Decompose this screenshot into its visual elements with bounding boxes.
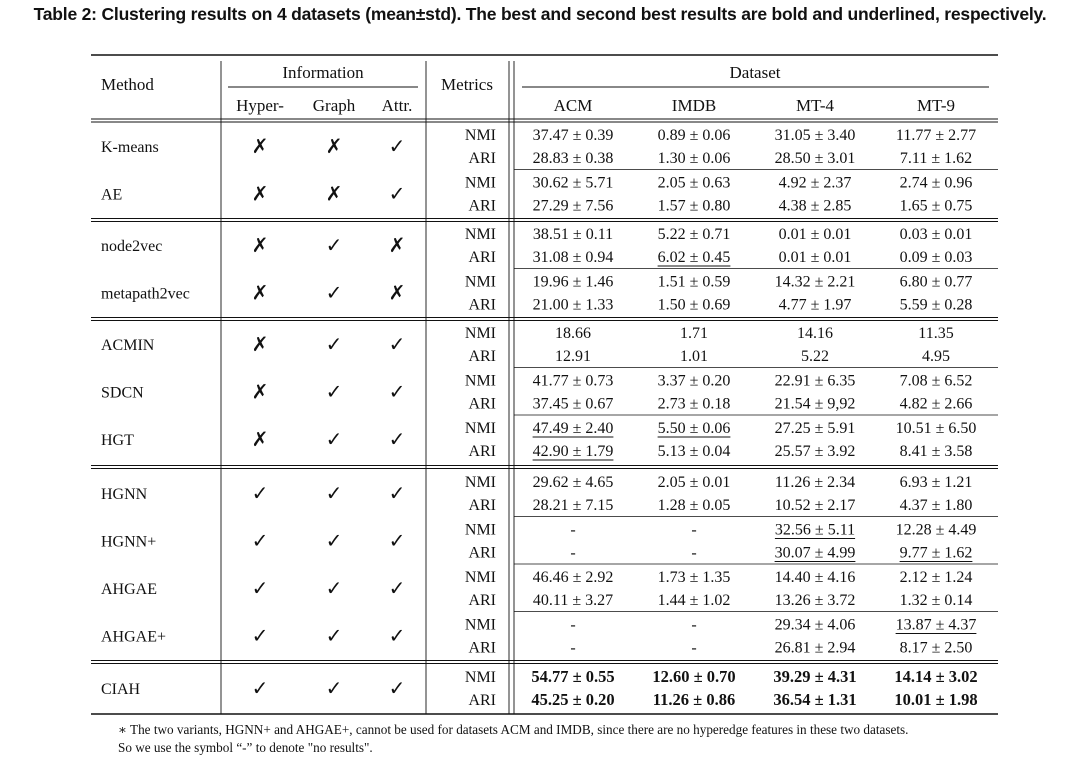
ari-value: 1.57 ± 0.80 <box>657 197 731 215</box>
check-icon: ✓ <box>325 429 343 451</box>
ari-value: 1.32 ± 0.14 <box>899 592 973 609</box>
nmi-value: 6.93 ± 1.21 <box>899 474 973 491</box>
header-dataset: Dataset <box>729 63 781 82</box>
ari-value: 28.50 ± 3.01 <box>774 150 856 167</box>
ari-value: - <box>691 639 697 657</box>
check-icon: ✓ <box>388 530 406 553</box>
method-name: ACMIN <box>101 337 155 354</box>
nmi-value: 11.26 ± 2.34 <box>774 474 856 491</box>
check-icon: ✓ <box>388 136 406 158</box>
cross-icon: ✗ <box>325 136 343 158</box>
ari-value: 40.11 ± 3.27 <box>532 592 614 609</box>
ari-value: 45.25 ± 0.20 <box>531 690 615 709</box>
metric-label: ARI <box>468 592 496 609</box>
nmi-value: 31.05 ± 3.40 <box>774 127 856 144</box>
nmi-value: 1.73 ± 1.35 <box>657 569 731 586</box>
metric-label: NMI <box>464 616 496 634</box>
ari-value: 4.38 ± 2.85 <box>778 197 852 215</box>
metric-label: NMI <box>464 325 496 342</box>
metric-label: NMI <box>464 521 496 539</box>
metric-label: NMI <box>464 420 496 437</box>
nmi-value: 38.51 ± 0.11 <box>532 226 614 243</box>
nmi-value: 54.77 ± 0.55 <box>531 667 615 686</box>
nmi-value: - <box>570 616 576 634</box>
ari-value: 5.13 ± 0.04 <box>657 443 731 460</box>
nmi-value: 2.74 ± 0.96 <box>899 174 973 192</box>
table-caption: Table 2: Clustering results on 4 datasets (mean±std). The best and second best results are bold and underlined, respectively. <box>33 4 1047 24</box>
metric-label: ARI <box>468 395 496 413</box>
ari-value: 25.57 ± 3.92 <box>774 443 856 460</box>
nmi-value: 18.66 <box>555 325 591 342</box>
nmi-value: - <box>570 521 576 539</box>
ari-value: - <box>570 544 576 562</box>
nmi-value: 3.37 ± 0.20 <box>657 372 731 390</box>
check-icon: ✓ <box>388 578 406 600</box>
ari-value: 1.44 ± 1.02 <box>657 592 731 609</box>
check-icon: ✓ <box>388 429 406 451</box>
nmi-value: 32.56 ± 5.11 <box>774 521 856 539</box>
method-name: K-means <box>101 139 159 156</box>
nmi-value: 46.46 ± 2.92 <box>532 569 614 586</box>
ari-value: - <box>691 544 697 562</box>
check-icon: ✓ <box>325 578 343 600</box>
check-icon: ✓ <box>388 483 406 505</box>
nmi-value: 27.25 ± 5.91 <box>774 420 856 437</box>
ari-value: 11.26 ± 0.86 <box>652 690 736 709</box>
cross-icon: ✗ <box>251 235 269 257</box>
nmi-value: 10.51 ± 6.50 <box>895 420 977 437</box>
nmi-value: 11.77 ± 2.77 <box>895 127 977 144</box>
check-icon: ✓ <box>388 381 406 404</box>
ari-value: 28.83 ± 0.38 <box>532 150 614 167</box>
ari-value: 36.54 ± 1.31 <box>773 690 857 709</box>
metric-label: NMI <box>464 226 496 243</box>
cross-icon: ✗ <box>251 429 269 451</box>
check-icon: ✓ <box>251 483 269 505</box>
nmi-value: 2.05 ± 0.63 <box>657 174 731 192</box>
ari-value: 4.82 ± 2.66 <box>899 395 973 413</box>
ari-value: 1.50 ± 0.69 <box>657 296 731 314</box>
ari-value: 27.29 ± 7.56 <box>532 197 614 215</box>
ari-value: - <box>570 639 576 657</box>
nmi-value: 0.03 ± 0.01 <box>899 226 973 243</box>
nmi-value: 39.29 ± 4.31 <box>773 667 857 686</box>
metric-label: NMI <box>464 273 496 291</box>
method-name: HGNN <box>101 486 148 503</box>
metric-label: ARI <box>468 296 496 314</box>
nmi-value: 47.49 ± 2.40 <box>532 420 614 437</box>
metric-label: ARI <box>468 497 496 514</box>
ari-value: 26.81 ± 2.94 <box>774 639 856 657</box>
method-name: SDCN <box>101 384 144 402</box>
metric-label: ARI <box>468 692 496 709</box>
metric-label: ARI <box>468 544 496 562</box>
table-footnote <box>118 721 908 757</box>
ari-value: 31.08 ± 0.94 <box>532 249 614 266</box>
metric-label: NMI <box>464 174 496 192</box>
ari-value: 6.02 ± 0.45 <box>657 249 731 266</box>
metric-label: NMI <box>464 669 496 686</box>
header-information: Information <box>282 63 364 82</box>
ari-value: 0.09 ± 0.03 <box>899 249 973 266</box>
nmi-value: 0.01 ± 0.01 <box>778 226 852 243</box>
ari-value: 5.22 <box>801 348 829 365</box>
header-dataset-col: ACM <box>553 96 593 115</box>
nmi-value: 14.16 <box>797 325 833 342</box>
method-name: CIAH <box>101 681 141 698</box>
ari-value: 1.30 ± 0.06 <box>657 150 731 167</box>
header-metrics: Metrics <box>441 75 493 94</box>
header-dataset-col: MT-4 <box>795 96 835 115</box>
method-name: AHGAE <box>101 581 157 598</box>
ari-value: 21.54 ± 9,92 <box>774 395 856 413</box>
ari-value: 4.77 ± 1.97 <box>778 296 852 314</box>
ari-value: 9.77 ± 1.62 <box>899 544 973 562</box>
metric-label: ARI <box>468 348 496 365</box>
nmi-value: 5.22 ± 0.71 <box>657 226 731 243</box>
metric-label: NMI <box>464 569 496 586</box>
nmi-value: 19.96 ± 1.46 <box>532 273 614 291</box>
ari-value: 12.91 <box>555 348 591 365</box>
check-icon: ✓ <box>388 678 406 700</box>
nmi-value: 2.05 ± 0.01 <box>657 474 731 491</box>
cross-icon: ✗ <box>251 381 269 404</box>
nmi-value: 6.80 ± 0.77 <box>899 273 973 291</box>
ari-value: 0.01 ± 0.01 <box>778 249 852 266</box>
nmi-value: 1.71 <box>680 325 708 342</box>
nmi-value: 12.28 ± 4.49 <box>895 521 977 539</box>
ari-value: 10.01 ± 1.98 <box>894 690 978 709</box>
method-name: HGNN+ <box>101 533 157 551</box>
header-method: Method <box>101 75 154 94</box>
metric-label: ARI <box>468 443 496 460</box>
ari-value: 1.01 <box>680 348 708 365</box>
check-icon: ✓ <box>325 483 343 505</box>
method-name: AHGAE+ <box>101 628 167 646</box>
check-icon: ✓ <box>388 625 406 648</box>
metric-label: ARI <box>468 197 496 215</box>
footnote-line-2: So we use the symbol “-” to denote "no results". <box>118 740 373 755</box>
nmi-value: 22.91 ± 6.35 <box>774 372 856 390</box>
nmi-value: 30.62 ± 5.71 <box>532 174 614 192</box>
ari-value: 13.26 ± 3.72 <box>774 592 856 609</box>
metric-label: NMI <box>464 372 496 390</box>
ari-value: 7.11 ± 1.62 <box>899 150 973 167</box>
nmi-value: 41.77 ± 0.73 <box>532 372 614 390</box>
check-icon: ✓ <box>251 625 269 648</box>
cross-icon: ✗ <box>388 235 406 257</box>
header-dataset-col: MT-9 <box>916 96 956 115</box>
method-name: AE <box>101 186 123 204</box>
nmi-value: 37.47 ± 0.39 <box>532 127 614 144</box>
method-name: HGT <box>101 432 134 449</box>
check-icon: ✓ <box>251 678 269 700</box>
nmi-value: 0.89 ± 0.06 <box>657 127 731 144</box>
check-icon: ✓ <box>325 530 343 553</box>
check-icon: ✓ <box>325 678 343 700</box>
metric-label: ARI <box>468 639 496 657</box>
check-icon: ✓ <box>388 183 406 206</box>
check-icon: ✓ <box>325 334 343 356</box>
nmi-value: 14.14 ± 3.02 <box>894 667 978 686</box>
nmi-value: 29.62 ± 4.65 <box>532 474 614 491</box>
check-icon: ✓ <box>388 334 406 356</box>
footnote-line-1: ∗ The two variants, HGNN+ and AHGAE+, cannot be used for datasets ACM and IMDB, since there are no hyperedge features in these two datasets. <box>118 722 909 737</box>
cross-icon: ✗ <box>251 334 269 356</box>
method-name: node2vec <box>101 238 163 255</box>
cross-icon: ✗ <box>388 282 406 305</box>
nmi-value: - <box>691 521 697 539</box>
metric-label: NMI <box>464 474 496 491</box>
method-name: metapath2vec <box>101 285 190 303</box>
cross-icon: ✗ <box>251 136 269 158</box>
header-dataset-col: IMDB <box>671 96 717 115</box>
header-info-col: Hyper- <box>236 96 284 115</box>
nmi-value: 29.34 ± 4.06 <box>774 616 856 634</box>
nmi-value: 14.40 ± 4.16 <box>774 569 856 586</box>
ari-value: 4.95 <box>922 348 950 365</box>
ari-value: 42.90 ± 1.79 <box>532 443 614 460</box>
ari-value: 1.28 ± 0.05 <box>657 497 731 514</box>
metric-label: ARI <box>468 249 496 266</box>
check-icon: ✓ <box>251 578 269 600</box>
cross-icon: ✗ <box>251 183 269 206</box>
nmi-value: 12.60 ± 0.70 <box>652 667 736 686</box>
nmi-value: 7.08 ± 6.52 <box>899 372 973 390</box>
metric-label: ARI <box>468 150 496 167</box>
header-info-col: Attr. <box>381 96 413 115</box>
ari-value: 4.37 ± 1.80 <box>899 497 973 514</box>
ari-value: 2.73 ± 0.18 <box>657 395 731 413</box>
nmi-value: 5.50 ± 0.06 <box>657 420 731 437</box>
ari-value: 10.52 ± 2.17 <box>774 497 856 514</box>
check-icon: ✓ <box>325 381 343 404</box>
nmi-value: 13.87 ± 4.37 <box>895 616 977 634</box>
nmi-value: 14.32 ± 2.21 <box>774 273 856 291</box>
check-icon: ✓ <box>325 282 343 305</box>
nmi-value: 1.51 ± 0.59 <box>657 273 731 291</box>
ari-value: 30.07 ± 4.99 <box>774 544 856 562</box>
header-info-col: Graph <box>312 96 356 115</box>
check-icon: ✓ <box>325 625 343 648</box>
nmi-value: - <box>691 616 697 634</box>
nmi-value: 2.12 ± 1.24 <box>899 569 973 586</box>
ari-value: 8.41 ± 3.58 <box>899 443 973 460</box>
ari-value: 1.65 ± 0.75 <box>899 197 973 215</box>
ari-value: 37.45 ± 0.67 <box>532 395 614 413</box>
check-icon: ✓ <box>251 530 269 553</box>
ari-value: 8.17 ± 2.50 <box>899 639 973 657</box>
cross-icon: ✗ <box>251 282 269 305</box>
nmi-value: 4.92 ± 2.37 <box>778 174 852 192</box>
metric-label: NMI <box>464 127 496 144</box>
ari-value: 5.59 ± 0.28 <box>899 296 973 314</box>
check-icon: ✓ <box>325 235 343 257</box>
nmi-value: 11.35 <box>918 325 954 342</box>
ari-value: 28.21 ± 7.15 <box>532 497 614 514</box>
ari-value: 21.00 ± 1.33 <box>532 296 614 314</box>
cross-icon: ✗ <box>325 183 343 206</box>
